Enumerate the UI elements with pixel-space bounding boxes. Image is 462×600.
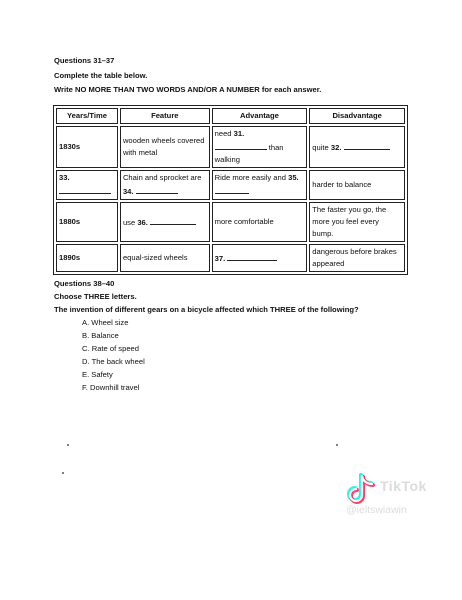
section1-title: Questions 31–37: [54, 56, 115, 65]
table-header: Years/Time: [56, 108, 118, 124]
answer-blank-36[interactable]: [150, 215, 196, 225]
section2-instruction: Choose THREE letters.: [54, 292, 137, 301]
watermark-handle: @ieltswiawin: [346, 504, 407, 516]
answer-blank-34[interactable]: [136, 184, 178, 194]
table-cell-year: 1830s: [56, 126, 118, 168]
answer-blank-35[interactable]: [215, 184, 249, 194]
section2-question: The invention of different gears on a bicycle affected which THREE of the following?: [54, 305, 359, 314]
scan-speck: [67, 444, 69, 446]
table-cell-year: 1880s: [56, 202, 118, 242]
table-cell-advantage: more comfortable: [212, 202, 308, 242]
cell-text: quite: [312, 143, 329, 152]
table-cell-feature: [120, 170, 210, 200]
option-d[interactable]: D. The back wheel: [82, 357, 145, 366]
question-number-34: 34.: [122, 187, 134, 196]
section1-word-limit: Write NO MORE THAN TWO WORDS AND/OR A NUMBER for each answer.: [54, 85, 322, 94]
table-row: [56, 170, 405, 200]
tiktok-watermark: [344, 470, 462, 530]
cell-text: need: [214, 129, 232, 138]
table-cell-disadvantage: [309, 126, 405, 168]
table-cell-advantage: [212, 126, 308, 168]
answer-table: [53, 105, 408, 275]
section1-instruction: Complete the table below.: [54, 71, 148, 80]
table-cell-disadvantage: harder to balance: [309, 170, 405, 200]
table-header: Advantage: [212, 108, 308, 124]
table-cell-year: 1890s: [56, 244, 118, 272]
option-b[interactable]: B. Balance: [82, 331, 119, 340]
section2-title: Questions 38–40: [54, 279, 115, 288]
table-cell-year: [56, 170, 118, 200]
option-e[interactable]: E. Safety: [82, 370, 113, 379]
table-cell-advantage: [212, 170, 308, 200]
option-f[interactable]: F. Downhill travel: [82, 383, 140, 392]
option-a[interactable]: A. Wheel size: [82, 318, 129, 327]
cell-text: use: [122, 218, 136, 227]
cell-text: Chain and sprocket are: [122, 173, 202, 182]
watermark-name: TikTok: [380, 478, 427, 494]
table-cell-disadvantage: The faster you go, the more you feel every bump.: [309, 202, 405, 242]
table-row: [56, 244, 405, 272]
scan-speck: [336, 444, 338, 446]
table-row: [56, 126, 405, 168]
table-cell-advantage: [212, 244, 308, 272]
question-number-36: 36.: [137, 218, 148, 227]
table-header-row: [56, 108, 405, 124]
table-row: [56, 202, 405, 242]
cell-text: Ride more easily and: [214, 173, 286, 182]
answer-blank-37[interactable]: [227, 251, 277, 261]
table-cell-disadvantage: dangerous before brakes appeared: [309, 244, 405, 272]
tiktok-note-icon: [346, 472, 376, 506]
option-c[interactable]: C. Rate of speed: [82, 344, 139, 353]
table-cell-feature: [120, 202, 210, 242]
answer-blank-31[interactable]: [215, 140, 267, 150]
answer-blank-33[interactable]: [59, 184, 111, 194]
answer-blank-32[interactable]: [344, 140, 390, 150]
question-number-35: 35.: [288, 173, 299, 182]
cell-text: than walking: [214, 143, 284, 164]
table-header: Disadvantage: [309, 108, 405, 124]
question-number-33: 33.: [59, 173, 70, 182]
question-number-37: 37.: [214, 254, 226, 263]
table-header: Feature: [120, 108, 210, 124]
question-number-31: 31.: [233, 129, 245, 138]
table-cell-feature: equal-sized wheels: [120, 244, 210, 272]
table-cell-feature: wooden wheels covered with metal: [120, 126, 210, 168]
question-number-32: 32.: [330, 143, 342, 152]
scan-speck: [62, 472, 64, 474]
